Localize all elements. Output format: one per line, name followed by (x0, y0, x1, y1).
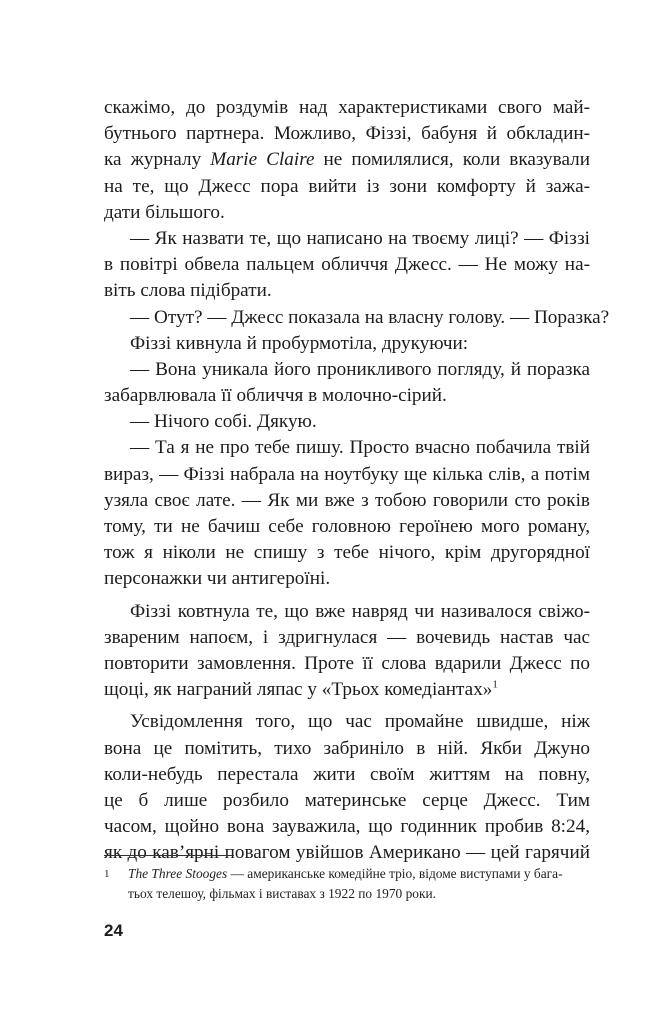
text-line: скажімо, до роздумів над характеристиками свого май- (104, 97, 590, 118)
text-line: тож я ніколи не спишу з тебе нічого, крім другорядної (104, 542, 590, 564)
text-line: в повітрі обвела пальцем обличчя Джесс. — Не можу на- (104, 254, 590, 276)
text-line: узяла своє лате. — Як ми вже з тобою говорили сто років (104, 489, 590, 511)
text-line (104, 147, 590, 173)
dialogue-line: — Та я не про тебе пишу. Просто вчасно побачила твій (130, 437, 590, 459)
page-number: 24 (104, 921, 123, 940)
dialogue-line: — Як назвати те, що написано на твоєму лиці? — Фіззі (130, 227, 590, 249)
text-line (104, 677, 590, 703)
text-line: звареним напоєм, і здригнулася — вочевидь настав час (104, 626, 590, 648)
footnote-line: тьох телешоу, фільмах і виставах з 1922 по 1970 роки. (128, 886, 436, 901)
text-line: вираз, — Фіззі набрала на ноутбуку ще кілька слів, а потім (104, 463, 590, 485)
text-fragment: ка журналу (104, 149, 202, 171)
text-line: коли-небудь перестала жити своїм життям на повну, (104, 763, 590, 785)
text-line: це б лише розбило материнське серце Джесс. Тим (104, 789, 590, 811)
text-fragment: щоці, як награний ляпас у «Трьох комедіантах» (104, 679, 493, 701)
text-line: віть слова підібрати. (104, 280, 272, 302)
text-line: часом, щойно вона зауважила, що годинник пробив 8:24, (104, 816, 590, 838)
dialogue-line: — Вона уникала його проникливого погляду, й поразка (130, 358, 590, 380)
dialogue-line: — Нічого собі. Дякую. (130, 411, 317, 433)
text-line: вона це помітить, тихо забриніло в ній. Якби Джуно (104, 737, 590, 759)
footnote-number: 1 (104, 868, 110, 880)
footnote-body (128, 864, 590, 904)
text-line: тому, ти не бачиш себе головною героїнею мого роману, (104, 516, 590, 537)
text-line: на те, що Джесс пора вийти із зони комфорту й зажа- (104, 175, 590, 197)
text-line: повторити замовлення. Проте її слова вдарили Джесс по (104, 652, 590, 674)
footnote-reference[interactable]: 1 (492, 678, 498, 691)
body-text (104, 95, 610, 866)
text-line: Фіззі кивнула й пробурмотіла, друкуючи: (130, 332, 469, 354)
footnote-line (128, 864, 590, 884)
footnote-text: — американське комедійне тріо, відоме виступами у бага- (227, 866, 563, 881)
text-fragment: не помилялися, коли вказували (323, 149, 590, 171)
dialogue-line: — Отут? — Джесс показала на власну голову. — Поразка? (130, 306, 610, 328)
text-line: Фіззі ковтнула те, що вже навряд чи називалося свіжо- (130, 600, 590, 622)
footnote-title: The Three Stooges (128, 866, 228, 881)
text-line: як до кав’ярні повагом увійшов Американо — цей гарячий (104, 842, 590, 864)
magazine-title: Marie Claire (210, 149, 315, 171)
text-line: персонажки чи антигероїні. (104, 568, 331, 590)
text-line: бутнього партнера. Можливо, Фіззі, бабуня й обкладин- (104, 123, 590, 145)
text-line: дати більшого. (104, 201, 225, 223)
footnote (104, 864, 590, 904)
text-line: Усвідомлення того, що час промайне швидше, ніж (130, 711, 590, 733)
footnote-divider (104, 855, 234, 856)
text-line: забарвлювала її обличчя в молочно-сірий. (104, 385, 447, 407)
